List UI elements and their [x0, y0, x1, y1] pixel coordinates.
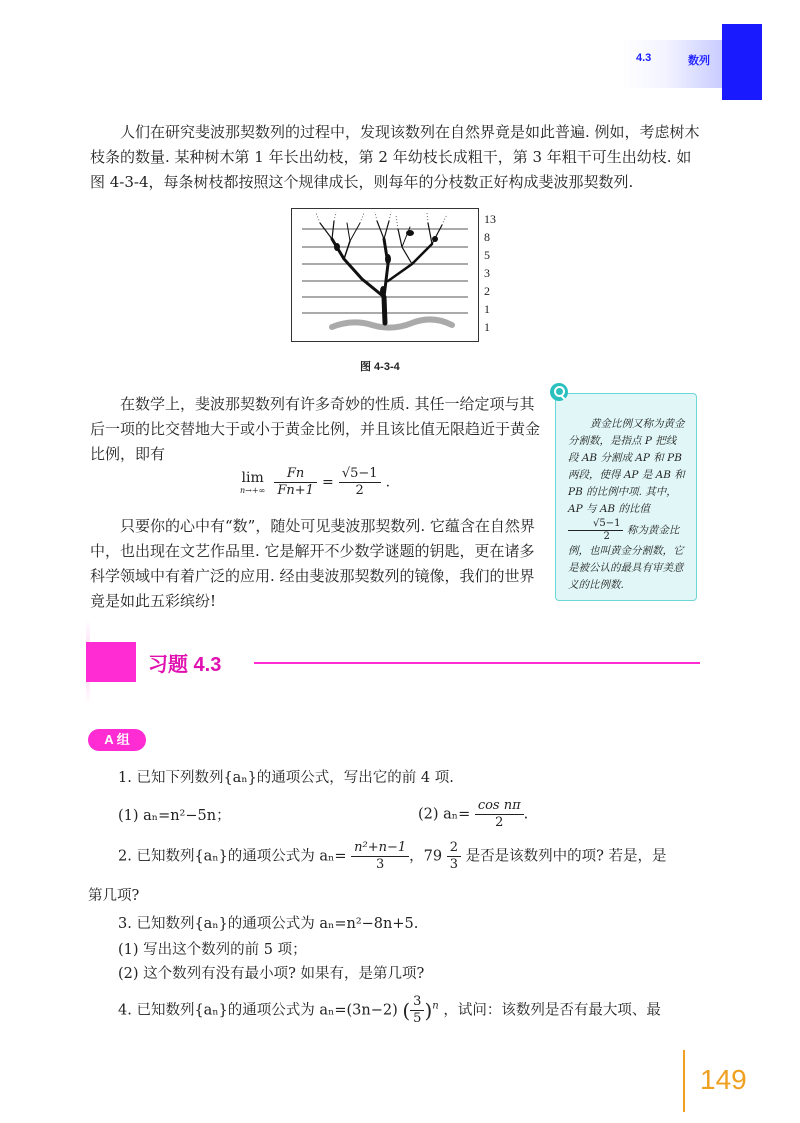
paragraph-3 [90, 514, 542, 614]
group-badge: A 组 [88, 729, 146, 751]
paragraph-3-text: 只要你的心中有“数”，随处可见斐波那契数列. 它蕴含在自然界中，也出现在文艺作品里. 它是解开不少数学谜题的钥匙，更在诸多科学领域中有着广泛的应用. 经由斐波那契数列的镜像，我们的世界竟是如此五彩缤纷! [90, 517, 535, 610]
count-label: 1 [484, 320, 490, 334]
figure-branch-counts [484, 210, 496, 336]
limit-operator: lim n→+∞ [240, 469, 266, 495]
count-label: 8 [484, 230, 490, 244]
paragraph-1-text: 人们在研究斐波那契数列的过程中，发现该数列在自然界竟是如此普遍. 例如，考虑树木枝条的数量. 某种树木第 1 年长出幼枝，第 2 年幼枝长成粗干，第 3 年粗干可生出幼枝. 如图 4-3-4，每条树枝都按照这个规律成长，则每年的分枝数正好构成斐波那契数列. [90, 123, 700, 191]
count-label: 5 [484, 248, 490, 262]
count-label: 13 [484, 212, 496, 226]
q4-fraction: $\frac{3}{5}$ [410, 994, 424, 1027]
equals-sign: = [321, 474, 334, 491]
header-section-number: 4.3 [636, 52, 652, 64]
question-1a: (1) aₙ=n²−5n； [118, 808, 231, 824]
fraction-golden: $\frac{√5-1}{2}$ [339, 466, 381, 499]
paragraph-2-text: 在数学上，斐波那契数列有许多奇妙的性质. 其任一给定项与其后一项的比交替地大于或小于黄金比例，并且该比值无限趋近于黄金比例，即有 [90, 395, 541, 463]
sidebar-text: 黄金比例又称为黄金分割数，是指点 P 把线段 AB 分割成 AP 和 PB 两段，使得 AP 是 AB 和 PB 的比例中项. 其中，AP 与 AB 的比值 $\frac{√5-1}{2}$ 称为黄金比例，也叫黄金分割数，它是被公认的最具有审美意义的比例数. [568, 418, 685, 591]
exercise-title: 习题 4.3 [148, 654, 222, 676]
sidebar-fraction: $\frac{√5-1}{2}$ [568, 518, 623, 543]
fraction-fn: $\frac{Fn}{Fn+1}$ [274, 466, 317, 499]
page-number: 149 [700, 1064, 747, 1095]
count-label: 2 [484, 284, 490, 298]
question-3a: (1) 写出这个数列的前 5 项； [118, 942, 307, 958]
page-number-rule [683, 1050, 685, 1112]
q2-fraction: $\frac{\text{n²+n−1}}{3}$ [351, 840, 409, 873]
count-label: 1 [484, 302, 490, 316]
question-2-line2: 第几项? [88, 888, 140, 904]
question-3b: (2) 这个数列有没有最小项? 如果有，是第几项? [118, 966, 425, 982]
arrow-right-icon [116, 642, 134, 682]
question-2: 2. 已知数列{aₙ}的通项公式为 aₙ= $\frac{\text{n²+n−1}}{3}$ ，79 $\frac{2}{3}$ 是否是该数列中的项? 若是，是 [118, 840, 667, 872]
tree-diagram [292, 209, 478, 341]
question-1b: (2) aₙ= $\frac{\text{cos nπ}}{2}$ . [418, 798, 529, 830]
header-blue-tab [722, 24, 762, 100]
q1b-fraction: $\frac{\text{cos nπ}}{2}$ [475, 798, 524, 831]
period: . [385, 474, 391, 491]
golden-ratio-formula [240, 466, 390, 512]
header-section-title: 数列 [688, 55, 710, 67]
exercise-title-rule [254, 662, 700, 664]
paragraph-2 [90, 392, 542, 467]
question-3: 3. 已知数列{aₙ}的通项公式为 aₙ=n²−8n+5. [118, 916, 419, 932]
q2-mixed-fraction: $\frac{2}{3}$ [447, 840, 461, 873]
figure-tree [291, 208, 479, 342]
count-label: 3 [484, 266, 490, 280]
question-1: 1. 已知下列数列{aₙ}的通项公式，写出它的前 4 项. [118, 770, 454, 786]
magnifier-icon [550, 383, 568, 401]
paragraph-1 [90, 120, 702, 195]
question-4: 4. 已知数列{aₙ}的通项公式为 aₙ=(3n−2) ( $\frac{3}{5}$ )$^n$ ，试问：该数列是否有最大项、最 [118, 994, 661, 1026]
figure-caption: 图 4-3-4 [360, 361, 400, 373]
golden-ratio-sidebar [555, 393, 697, 601]
